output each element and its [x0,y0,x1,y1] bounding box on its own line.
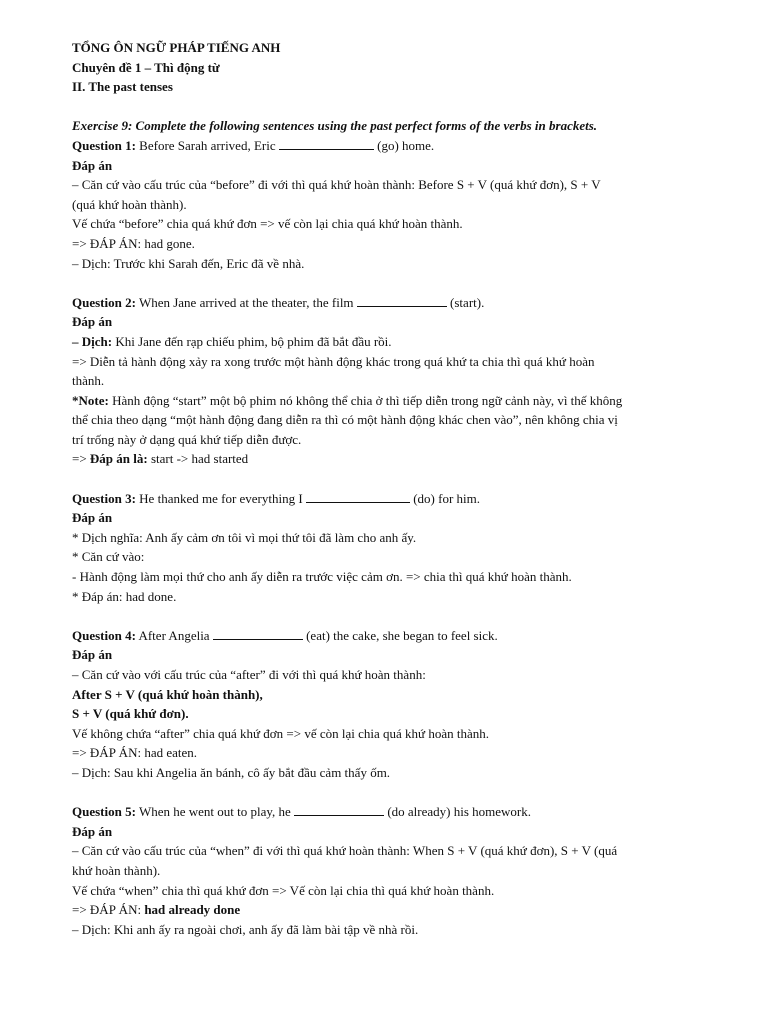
question-5 [72,802,712,822]
question-3 [72,489,712,509]
answer-blank [357,294,447,307]
translation-line: – Dịch: Khi anh ấy ra ngoài chơi, anh ấy đã làm bài tập về nhà rồi. [72,921,419,937]
explanation-line: Vế chứa “before” chia quá khứ đơn => vế còn lại chia quá khứ hoàn thành. [72,216,463,232]
structure-line: After S + V (quá khứ hoàn thành), [72,686,263,702]
answer-heading: Đáp án [72,823,113,839]
question-text: When Jane arrived at the theater, the film [138,294,354,310]
answer-text: had already done [144,902,241,918]
question-label: Question 5: [72,804,136,820]
note-line: thể chia theo dạng “một hành động đang diễn ra thì có một hành động khác chen vào”, nên không chia vị [72,412,618,428]
question-text: (do) for him. [413,490,480,506]
answer-blank [279,137,374,150]
answer-blank [294,803,384,816]
answer-heading: Đáp án [72,510,113,526]
answer-prefix: => ĐÁP ÁN: [72,902,142,918]
explanation-line: – Căn cứ vào với cấu trúc của “after” đi với thì quá khứ hoàn thành: [72,667,426,682]
question-text: After Angelia [138,627,210,643]
question-text: When he went out to play, he [138,804,291,820]
question-text: (do already) his homework. [387,804,531,820]
answer-label: Đáp án là: [89,451,148,467]
question-label: Question 1: [72,137,136,153]
question-text: (go) home. [377,137,435,153]
answer-line: => ĐÁP ÁN: had eaten. [72,745,198,761]
answer-heading: Đáp án [72,647,113,663]
question-2 [72,293,712,313]
question-label: Question 3: [72,490,136,506]
translation-line: – Dịch: Trước khi Sarah đến, Eric đã về nhà. [72,255,305,271]
answer-heading: Đáp án [72,314,113,330]
question-4 [72,626,712,646]
explanation-line: khứ hoàn thành). [72,862,161,878]
document-body [72,38,712,939]
answer-blank [213,627,303,640]
document-title: TỔNG ÔN NGỮ PHÁP TIẾNG ANH [72,40,281,55]
translation-line: * Dịch nghĩa: Anh ấy cảm ơn tôi vì mọi thứ tôi đã làm cho anh ấy. [72,529,417,545]
answer-line [72,900,712,920]
explanation-line: => Diễn tả hành động xảy ra xong trước một hành động khác trong quá khứ ta chia thì quá khứ hoàn [72,353,595,369]
translation-text: Khi Jane đến rạp chiếu phim, bộ phim đã bắt đầu rồi. [115,333,392,349]
explanation-line: Vế chứa “when” chia thì quá khứ đơn => Vế còn lại chia thì quá khứ hoàn thành. [72,882,495,898]
answer-text: start -> had started [150,451,249,467]
explanation-line: – Căn cứ vào cấu trúc của “when” đi với thì quá khứ hoàn thành: When S + V (quá khứ đơn), S + V (quá [72,843,618,859]
translation-line [72,332,712,352]
explanation-line: – Căn cứ vào cấu trúc của “before” đi với thì quá khứ hoàn thành: Before S + V (quá khứ đơn), S + V [72,177,601,193]
answer-blank [306,490,410,503]
answer-line: * Đáp án: had done. [72,588,177,604]
question-text: (start). [450,294,485,310]
note-line: trí trống này ở dạng quá khứ tiếp diễn được. [72,431,302,447]
note-line [72,391,712,411]
explanation-line: - Hành động làm mọi thứ cho anh ấy diễn ra trước việc cảm ơn. => chia thì quá khứ hoàn thành. [72,569,572,585]
topic-heading: Chuyên đề 1 – Thì động từ [72,59,220,75]
question-text: He thanked me for everything I [139,490,303,506]
structure-line: S + V (quá khứ đơn). [72,706,189,722]
explanation-line: (quá khứ hoàn thành). [72,196,187,212]
answer-prefix: => [72,451,90,467]
answer-line [72,449,712,469]
question-1 [72,136,712,156]
exercise-instruction: Exercise 9: Complete the following sentences using the past perfect forms of the verbs in brackets. [72,118,598,134]
question-text: Before Sarah arrived, Eric [139,137,276,153]
explanation-line: thành. [72,373,105,389]
answer-line: => ĐÁP ÁN: had gone. [72,235,195,251]
explanation-line: * Căn cứ vào: [72,549,145,565]
explanation-line: Vế không chứa “after” chia quá khứ đơn => vế còn lại chia quá khứ hoàn thành. [72,725,490,741]
translation-label: – Dịch: [72,333,113,349]
section-heading: II. The past tenses [72,79,173,95]
translation-line: – Dịch: Sau khi Angelia ăn bánh, cô ấy bắt đầu cảm thấy ốm. [72,764,391,780]
note-text: Hành động “start” một bộ phim nó không thể chia ở thì tiếp diễn trong ngữ cảnh này, vì thế không [112,392,623,408]
note-label: *Note: [72,392,109,408]
question-label: Question 2: [72,294,136,310]
answer-heading: Đáp án [72,157,113,173]
question-text: (eat) the cake, she began to feel sick. [306,627,498,643]
question-label: Question 4: [72,627,136,643]
